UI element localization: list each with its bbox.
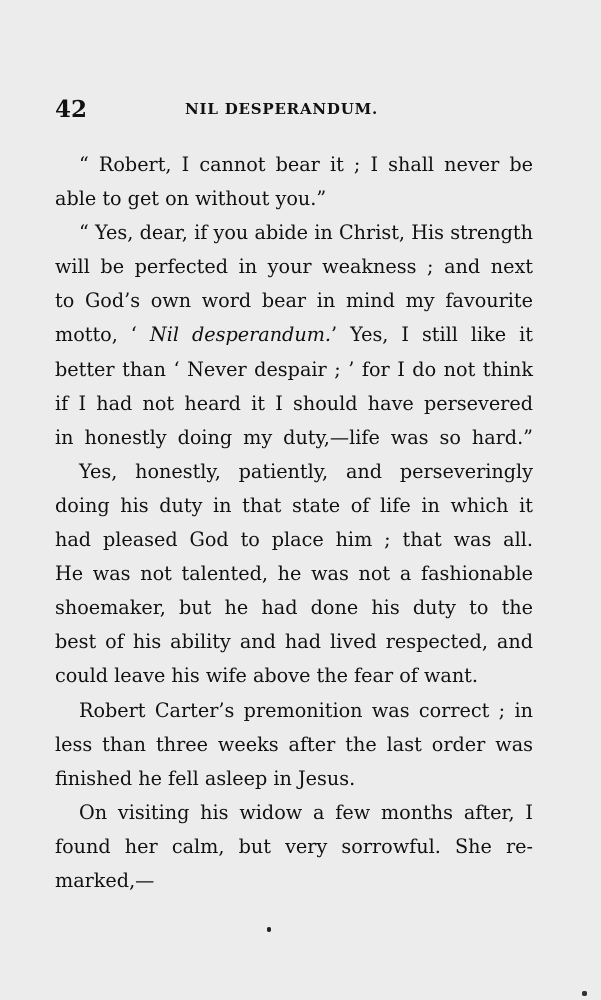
text-line: less than three weeks after the last order was (55, 732, 533, 756)
motto-line-text: motto, ‘ Nil desperandum.’ Yes, I still like it (55, 323, 534, 347)
page-number: 42 (55, 96, 88, 123)
running-title: NIL DESPERANDUM. (185, 100, 379, 118)
ink-speck (267, 927, 271, 932)
text-line: found her calm, but very sorrowful. She re- (55, 834, 533, 858)
text-line: in honestly doing my duty,—life was so hard.” (55, 425, 533, 449)
text-line: best of his ability and had lived respected, and (55, 630, 533, 654)
text-line: On visiting his widow a few months after, I (79, 800, 533, 824)
body-text (55, 148, 533, 898)
paragraph (55, 694, 533, 796)
text-line: to God’s own word bear in mind my favourite (55, 289, 533, 313)
paragraph (55, 148, 533, 216)
text-line: Robert Carter’s premonition was correct ; in (79, 698, 533, 722)
ink-speck (582, 991, 587, 996)
page-header (55, 96, 533, 124)
text-line: “ Robert, I cannot bear it ; I shall never be (79, 153, 533, 176)
paragraph (55, 455, 533, 694)
text-line: shoemaker, but he had done his duty to the (55, 596, 533, 620)
paragraph (55, 796, 533, 898)
text-line: “ Yes, dear, if you abide in Christ, His strength (79, 221, 533, 245)
text-line: could leave his wife above the fear of want. (55, 664, 478, 688)
text-line: had pleased God to place him ; that was all. (55, 528, 533, 552)
text-line: if I had not heard it I should have persevered (55, 391, 533, 415)
text-line-motto (55, 318, 533, 352)
text-line: doing his duty in that state of life in which it (55, 493, 533, 517)
text-line: finished he fell asleep in Jesus. (55, 766, 356, 790)
motto-italic: Nil desperandum. (149, 323, 331, 347)
text-line: marked,— (55, 868, 155, 892)
text-line: He was not talented, he was not a fashionable (55, 562, 533, 586)
paragraph (55, 216, 533, 455)
text-line: able to get on without you.” (55, 187, 327, 211)
text-line: will be perfected in your weakness ; and next (55, 255, 533, 279)
text-line: better than ‘ Never despair ; ’ for I do not think (55, 357, 533, 381)
text-line: Yes, honestly, patiently, and perseveringly (79, 459, 533, 483)
